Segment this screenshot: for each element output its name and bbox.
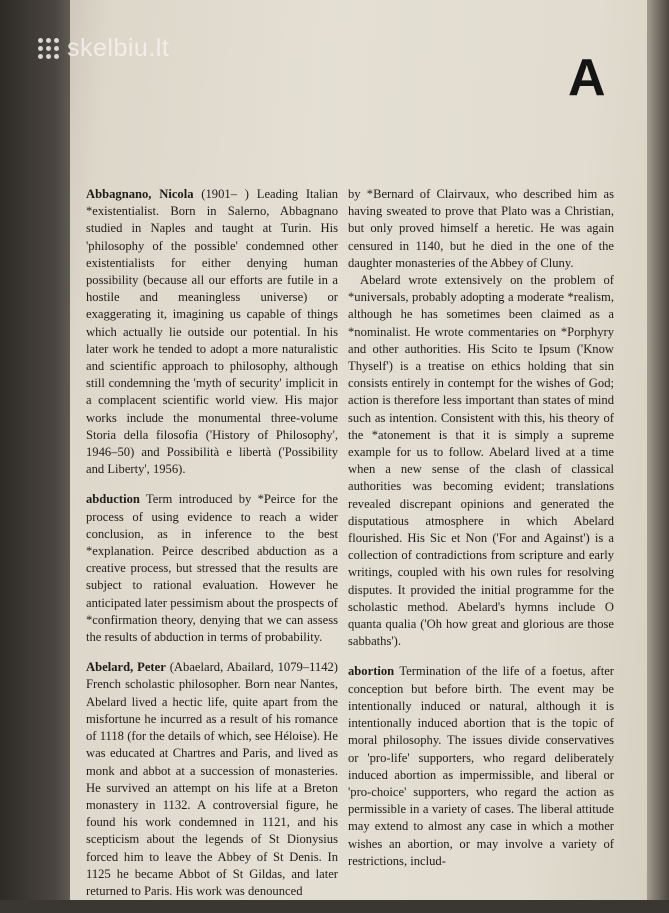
entry-abelard-continued [348,186,614,272]
entry-text: by *Bernard of Clairvaux, who described him as having sweated to prove that Plato was a Christian, but only proved himself a heretic. He was again censured in 1140, but he died in the one of the daughter monasteries of the Abbey of Cluny. [348,187,614,270]
entry-text: Term introduced by *Peirce for the process of using evidence to reach a wider conclusion, as in inference to the best *explanation. Peirce described abduction as a creative process, but stressed that the results are subject to rational evaluation. However he anticipated later pessimism about the prospects of *confirmation theory, denying that we can assess the results of abduction in terms of probability. [86,492,338,645]
headword: Abelard, Peter [86,660,166,675]
entry-text: Abelard wrote extensively on the problem of *universals, probably adopting a moderate *realism, although he has sometimes been claimed as a *nominalist. He wrote commentaries on *Porphyry and other authorities. His Scito te Ipsum ('Know Thyself') is a treatise on ethics holding that sin consists entirely in contempt for the wishes of God; action is therefore less important than states of mind such as intention. Consistent with this, his theory of the *atonement is that it is simply a supreme example for us to follow. Abelard lived at a time when a new sense of the clash of classical authorities was becoming evident; translations revealed discrepant opinions and generated the disputatious atmosphere in which Abelard flourished. His Sic et Non ('For and Against') is a collection of contradictions from scripture and early writings, coupled with his own rules for resolving disputes. It provided the initial programme for the scholastic method. Abelard's hymns include O quanta qualia ('Oh how great and glorious are those sabbaths'). [348,273,614,649]
entry-text: Termination of the life of a foetus, after conception but before birth. The event may be intentionally induced or natural, although it is intentionally induced abortion that is the topic of moral philosophy. The issues divide conservatives or 'pro-life' supporters, who regard deliberately induced abortion as impermissible, and liberal or 'pro-choice' supporters, who regard the action as permissible in a variety of cases. The liberal attitude may extend to almost any case in which a mother wishes an abortion, or may involve a variety of restrictions, includ- [348,664,614,868]
entry-abduction [86,491,338,646]
entry-text: (Abaelard, Abailard, 1079–1142) French scholastic philosopher. Born near Nantes, Abelard lived a hectic life, quite apart from the misfortune he incurred as a result of his romance of 1118 (for the details of which, see Héloise). He was educated at Chartres and Paris, and lived as monk and abbot at a succession of monasteries. He survived an attempt on his life at a Breton monastery in 1132. A controversial figure, he found his work condemned in 1121, and his scepticism about the legends of St Dionysius forced him to leave the Abbey of St Denis. In 1125 he became Abbot of St Gildas, and later returned to Paris. His work was denounced [86,660,338,898]
entry-abbagnano [86,186,338,478]
left-column [86,186,338,913]
section-letter: A [568,49,606,107]
entry-abelard-paragraph [348,272,614,650]
right-column [348,186,614,883]
entry-text: (1901– ) Leading Italian *existentialist. Born in Salerno, Abbagnano studied in Naples and taught at Turin. His 'philosophy of the possible' condemned other existentialists for either denying human possibility (because all our efforts are futile in a hostile and meaningless universe) or exaggerating it, imagining us capable of things which actually lie outside our potential. In his later work he tended to adopt a more naturalistic and scientific approach to philosophy, although still condemning the 'myth of security' implicit in a complacent scientific world view. His major works include the monumental three-volume Storia della filosofia ('History of Philosophy', 1946–50) and Possibilità e libertà ('Possibility and Liberty', 1956). [86,187,338,477]
watermark [38,34,169,63]
left-background [0,0,78,900]
watermark-text: skelbiu.lt [67,34,170,62]
entry-abelard [86,659,338,900]
entry-abortion [348,663,614,869]
headword: Abbagnano, Nicola [86,187,194,201]
headword: abduction [86,492,140,507]
right-page-edge [647,0,669,900]
headword: abortion [348,664,395,679]
watermark-dots-icon [38,38,59,59]
